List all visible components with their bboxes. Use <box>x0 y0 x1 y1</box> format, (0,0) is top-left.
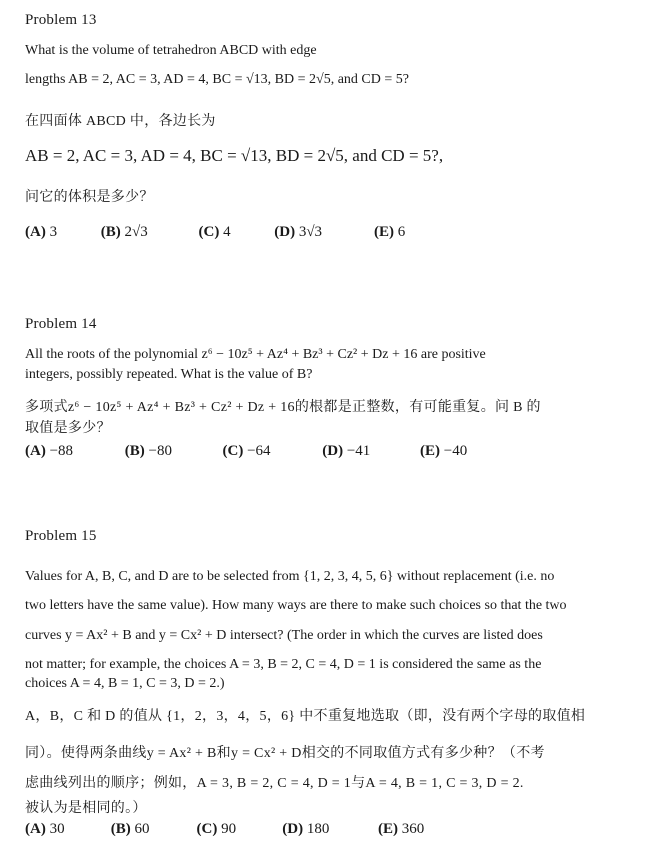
problem-14-heading: Problem 14 <box>25 316 97 332</box>
problem-15-line-1: Values for A, B, C, and D are to be selected from {1, 2, 3, 4, 5, 6} without replacement (i.e. no <box>25 569 555 584</box>
problem-15-choices <box>25 821 424 838</box>
choice-b: (B) 60 <box>110 821 150 837</box>
problem-15-line-4: not matter; for example, the choices A = 3, B = 2, C = 4, D = 1 is considered the same as the <box>25 657 542 672</box>
problem-13-line-2: lengths AB = 2, AC = 3, AD = 4, BC = √13, BD = 2√5, and CD = 5? <box>25 72 409 87</box>
problem-15-line-6: A，B，C 和 D 的值从 {1，2，3，4，5，6} 中不重复地选取（即，没有两个字母的取值相 <box>25 709 586 724</box>
choice-a: (A) 30 <box>25 821 65 837</box>
problem-15-line-3: curves y = Ax² + B and y = Cx² + D intersect? (The order in which the curves are listed does <box>25 628 543 643</box>
problem-13-line-5: 问它的体积是多少？ <box>25 190 154 205</box>
problem-13-line-1: What is the volume of tetrahedron ABCD with edge <box>25 43 317 58</box>
choice-a: (A) −88 <box>25 443 74 459</box>
problem-15-heading: Problem 15 <box>25 528 97 544</box>
problem-14-line-3: 多项式z⁶ − 10z⁵ + Az⁴ + Bz³ + Cz² + Dz + 16的根都是正整数，有可能重复。问 B 的 <box>25 400 541 415</box>
choice-d: (D) −41 <box>322 443 371 459</box>
choice-c: (C) 90 <box>196 821 237 837</box>
choice-b: (B) 2√3 <box>100 224 148 240</box>
choice-c: (C) 4 <box>198 224 231 240</box>
problem-15-line-7: 同）。使得两条曲线y = Ax² + B和y = Cx² + D相交的不同取值方式有多少种？（不考 <box>25 746 545 761</box>
choice-d: (D) 180 <box>282 821 330 837</box>
problem-13-choices <box>25 224 405 241</box>
problem-13-line-4: AB = 2, AC = 3, AD = 4, BC = √13, BD = 2√5, and CD = 5?, <box>25 146 444 165</box>
choice-d: (D) 3√3 <box>274 224 323 240</box>
choice-e: (E) −40 <box>420 443 468 459</box>
problem-15-line-8: 虑曲线列出的顺序；例如，A = 3, B = 2, C = 4, D = 1与A = 4, B = 1, C = 3, D = 2. <box>25 776 524 791</box>
problem-15-line-5: choices A = 4, B = 1, C = 3, D = 2.) <box>25 676 225 691</box>
problem-14-line-1: All the roots of the polynomial z⁶ − 10z⁵ + Az⁴ + Bz³ + Cz² + Dz + 16 are positive <box>25 347 486 362</box>
choice-b: (B) −80 <box>124 443 172 459</box>
choice-e: (E) 6 <box>374 224 406 240</box>
choice-e: (E) 360 <box>378 821 425 837</box>
choice-c: (C) −64 <box>222 443 271 459</box>
problem-14-line-4: 取值是多少？ <box>25 421 111 436</box>
problem-14-line-2: integers, possibly repeated. What is the value of B? <box>25 367 313 382</box>
problem-13-heading: Problem 13 <box>25 12 97 28</box>
problem-14-choices <box>25 443 467 460</box>
problem-13-line-3: 在四面体 ABCD 中，各边长为 <box>25 114 216 129</box>
choice-a: (A) 3 <box>25 224 58 240</box>
problem-15-line-2: two letters have the same value). How many ways are there to make such choices so that the two <box>25 598 567 613</box>
problem-15-line-9: 被认为是相同的。） <box>25 801 147 816</box>
